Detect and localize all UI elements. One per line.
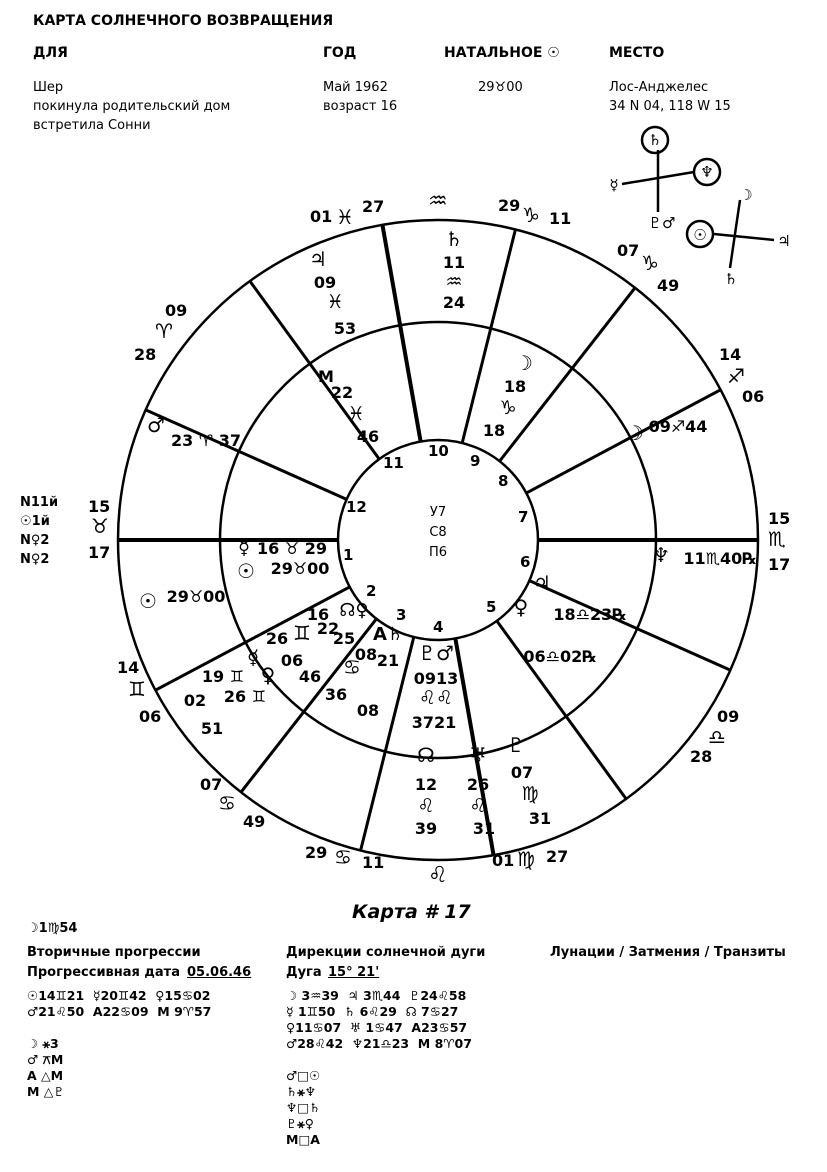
cross2-right: ♃: [777, 232, 791, 250]
house-5: 5: [486, 598, 497, 616]
note-2: ☉1й: [20, 514, 50, 529]
for-label: ДЛЯ: [33, 45, 68, 61]
note-1: N11й: [20, 495, 59, 510]
year-line-1: Май 1962: [323, 80, 388, 95]
cusp-asc-deg: 15: [88, 497, 111, 516]
cusp-2b-deg: 07: [200, 775, 223, 794]
planet-pluto-deg: 07: [510, 763, 534, 782]
cusp-2b-min: 49: [243, 812, 266, 831]
house-11: 11: [383, 454, 404, 472]
planet-moon-outer-glyph: ☽: [626, 421, 644, 445]
progressions-line-1: ☉14♊21 ☿20♊42 ♀15♋02: [27, 988, 211, 1003]
inner-moon-deg: 18: [503, 377, 527, 396]
planet-pluto-glyph: ♇: [507, 733, 525, 757]
house-2: 2: [366, 582, 377, 600]
inner-mc-sign: ♓: [347, 403, 365, 425]
center-line-3: П6: [428, 545, 448, 560]
planet-saturn-sign: ♒: [445, 271, 463, 293]
house-cusps: [118, 225, 758, 855]
cusp-6-deg: 09: [717, 707, 740, 726]
cusp-line-4: [382, 225, 420, 442]
planet-neptune-glyph: ♆: [652, 543, 670, 567]
planet-jupiter2-glyph: ♃: [533, 571, 551, 595]
planet-pluto-sign: ♍: [521, 783, 539, 805]
planet-moon-outer-pos: 09♐44: [648, 417, 708, 436]
house-7: 7: [518, 508, 529, 526]
planet-venus2-glyph: ♀: [260, 663, 276, 687]
cusp-8-min: 06: [742, 387, 765, 406]
year-line-2: возраст 16: [323, 99, 398, 114]
directions-title: Дирекции солнечной дуги: [286, 945, 486, 960]
cusp-asc-min: 17: [88, 543, 111, 562]
planet-saturn-min: 24: [442, 293, 466, 312]
cusp-line-2: [146, 410, 347, 499]
planet-uranus-sign: ♌: [469, 795, 487, 817]
directions-line-3: ♀11♋07 ♅ 1♋47 А23♋57: [286, 1020, 468, 1035]
for-line-3: встретила Сонни: [33, 118, 151, 133]
natal-label: НАТАЛЬНОЕ ☉: [444, 45, 560, 61]
cusp-mc-min: 11: [549, 209, 572, 228]
planet-jupiter-sign: ♓: [326, 291, 344, 313]
cusp-9-deg: 07: [617, 241, 640, 260]
progressions-date-value: 05.06.46: [187, 965, 252, 980]
planet-node-sign: ♌: [417, 795, 435, 817]
progressions-title: Вторичные прогрессии: [27, 945, 201, 960]
place-line-1: Лос-Анджелес: [609, 80, 709, 95]
cusp-12-min: 28: [134, 345, 157, 364]
cusp-11-deg: 01: [310, 207, 333, 226]
planet-node-min: 39: [414, 819, 438, 838]
cusp-2-deg: 14: [117, 658, 140, 677]
planet-mars-glyph: ♂: [147, 413, 165, 437]
natal-value: 29♉00: [478, 80, 523, 95]
planet-mercury-outer-min: 51: [200, 719, 224, 738]
planet-pluto-mars-deg: 0913: [413, 669, 459, 688]
cusp-8-sign: ♐: [727, 364, 745, 388]
cross2-top: ☽: [739, 186, 753, 204]
cusp-12-sign: ♈: [155, 319, 173, 343]
moon-line: ☽1♍54: [27, 921, 78, 936]
planet-jupiter-glyph: ♃: [309, 247, 327, 271]
cusp-9-min: 49: [657, 276, 680, 295]
progressions-date-label: Прогрессивная дата: [27, 965, 180, 980]
inner-venus-deg: 22: [316, 619, 340, 638]
cusp-dsc-deg: 15: [768, 509, 791, 528]
inner-sat-deg: 21: [376, 651, 400, 670]
house-8: 8: [498, 472, 509, 490]
inner-gemini-glyph: ♊: [293, 621, 311, 645]
planet-mars-pos: 23 ♈ 37: [170, 431, 242, 450]
inner-sun-glyph: ☉: [237, 559, 255, 583]
progressions-aspect-1: ☽ ⚹3: [27, 1036, 59, 1051]
inner-gemini-2: 06: [280, 651, 304, 670]
center-line-1: У7: [429, 505, 447, 520]
cross1-left: ☿: [609, 176, 619, 194]
inner-cancer-glyph: ♋: [343, 655, 361, 679]
cusp-3-sign: ♋: [334, 845, 352, 869]
cross2-left: ☉: [693, 226, 707, 244]
planet-sun-outer-glyph: ☉: [139, 589, 157, 613]
cusp-6-min: 28: [690, 747, 713, 766]
place-line-2: 34 N 04, 118 W 15: [609, 99, 731, 114]
cross1-top: ♄: [648, 131, 662, 149]
planet-jupiter2-pos: 18♎23℞: [553, 605, 627, 624]
progressions-aspect-4: М △♇: [27, 1084, 65, 1099]
directions-line-1: ☽ 3♒39 ♃ 3♏44 ♇24♌58: [286, 988, 467, 1003]
planet-jupiter-deg: 09: [313, 273, 337, 292]
cross1-right: ♆: [700, 163, 714, 181]
house-10: 10: [428, 442, 449, 460]
cusp-mc-sign: ♑: [522, 203, 540, 227]
inner-moon-glyph: ☽: [515, 351, 533, 375]
center-line-2: С8: [429, 525, 447, 540]
inner-mercury-pos: 16 ♉ 29: [256, 539, 328, 558]
cusp-line-7: [526, 390, 720, 493]
cusp-2-min: 06: [139, 707, 162, 726]
note-4: N♀2: [20, 552, 50, 567]
inner-gemini-1: 26: [265, 629, 289, 648]
house-3: 3: [396, 606, 407, 624]
cusp-3-min: 11: [362, 853, 385, 872]
for-line-1: Шер: [33, 80, 64, 95]
planet-pluto-min: 31: [528, 809, 552, 828]
cusp-11-sign: ♓: [336, 205, 354, 229]
planet-mercury-outer-sign: 19 ♊: [201, 667, 245, 686]
intercepted-aquarius: ♒: [428, 189, 448, 214]
cusp-mc-deg: 29: [498, 196, 521, 215]
planet-mercury-outer-glyph: ☿: [246, 645, 260, 669]
inner-node-venus-glyph: ☊♀: [339, 600, 369, 621]
cusp-6-sign: ♎: [708, 725, 726, 749]
directions-aspect-3: ♆□♄: [286, 1100, 321, 1115]
cusp-dsc-sign: ♏: [768, 527, 786, 551]
planet-uranus-deg: 26: [466, 775, 490, 794]
directions-aspect-4: ♇⚹♀: [286, 1116, 314, 1131]
cusp-8-deg: 14: [719, 345, 742, 364]
cusp-ic-deg: 01: [492, 851, 515, 870]
planet-neptune-pos: 11♏40℞: [683, 549, 757, 568]
cusp-2-sign: ♊: [128, 677, 146, 701]
for-line-2: покинула родительский дом: [33, 99, 231, 114]
progressions-aspect-3: А △М: [27, 1068, 64, 1083]
inner-sun-pos: 29♉00: [270, 559, 330, 578]
lunations-title: Лунации / Затмения / Транзиты: [550, 945, 786, 960]
inner-mercury-glyph: ☿: [237, 535, 251, 559]
planet-saturn-glyph: ♄: [445, 227, 463, 251]
planet-saturn-deg: 11: [442, 253, 466, 272]
inner-mc-glyph: М: [318, 367, 334, 386]
directions-aspect-1: ♂□☉: [286, 1068, 321, 1083]
planet-pluto-mars-sign: ♌♌: [418, 687, 454, 709]
planet-venus-outer-pos: 06♎02℞: [523, 647, 597, 666]
house-9: 9: [470, 452, 481, 470]
cross2-bottom: ♄: [724, 270, 738, 288]
year-label: ГОД: [323, 45, 357, 61]
inner-gemini-4: 36: [324, 685, 348, 704]
planet-sun-outer-pos: 29♉00: [166, 587, 226, 606]
cusp-ic-sign: ♍: [517, 847, 535, 871]
planet-venus2-pos: 26 ♊: [223, 687, 267, 706]
inner-node-deg: 16: [306, 605, 330, 624]
planet-uranus-min: 31: [472, 819, 496, 838]
planet-venus-outer-glyph: ♀: [513, 595, 529, 619]
planet-node-deg: 12: [414, 775, 438, 794]
inner-gemini-3: 46: [298, 667, 322, 686]
note-3: N♀2: [20, 533, 50, 548]
inner-moon-sign: ♑: [499, 397, 517, 419]
house-1: 1: [343, 546, 354, 564]
inner-asc-deg2: 08: [354, 645, 378, 664]
intercepted-leo: ♌: [428, 863, 448, 888]
page-title: КАРТА СОЛНЕЧНОГО ВОЗВРАЩЕНИЯ: [33, 13, 334, 29]
inner-asc-sat-glyph: А♄: [372, 624, 404, 645]
inner-asc-deg: 25: [332, 629, 356, 648]
directions-arc-value: 15° 21': [328, 965, 380, 980]
cross1-bottom: ♇♂: [648, 214, 676, 232]
inner-moon-min: 18: [482, 421, 506, 440]
house-4: 4: [433, 618, 444, 636]
cusp-3-deg: 29: [305, 843, 328, 862]
planet-uranus-glyph: ♅: [469, 743, 487, 767]
cusp-asc-sign: ♉: [91, 514, 109, 538]
progressions-line-2: ♂21♌50 А22♋09 М 9♈57: [27, 1004, 212, 1019]
planet-mercury-outer-deg: 02: [183, 691, 207, 710]
cusp-2b-sign: ♋: [218, 791, 236, 815]
house-6: 6: [520, 553, 531, 571]
directions-aspect-5: М□А: [286, 1132, 320, 1147]
directions-arc-label: Дуга: [286, 965, 322, 980]
place-label: МЕСТО: [609, 45, 665, 61]
cusp-11-min: 27: [362, 197, 385, 216]
inner-mc-deg: 22: [330, 383, 354, 402]
planet-node-glyph: ☊: [417, 743, 435, 767]
inner-mc-min: 46: [356, 427, 380, 446]
chart-caption: Карта # 17: [352, 901, 471, 923]
planet-pluto-mars-glyph: ♇♂: [418, 641, 454, 665]
house-12: 12: [346, 498, 367, 516]
directions-line-4: ♂28♌42 ♆21♎23 М 8♈07: [286, 1036, 472, 1051]
inner-cancer-min: 08: [356, 701, 380, 720]
cusp-ic-min: 27: [546, 847, 569, 866]
planet-jupiter-min: 53: [333, 319, 357, 338]
planet-pluto-mars-min: 3721: [411, 713, 457, 732]
directions-aspect-2: ♄⚹♆: [286, 1084, 316, 1099]
directions-line-2: ☿ 1♊50 ♄ 6♌29 ☊ 7♋27: [286, 1004, 459, 1019]
progressions-aspect-2: ♂ ⚻М: [27, 1052, 64, 1067]
cusp-9-sign: ♑: [641, 251, 659, 275]
cusp-dsc-min: 17: [768, 555, 791, 574]
cusp-12-deg: 09: [165, 301, 188, 320]
